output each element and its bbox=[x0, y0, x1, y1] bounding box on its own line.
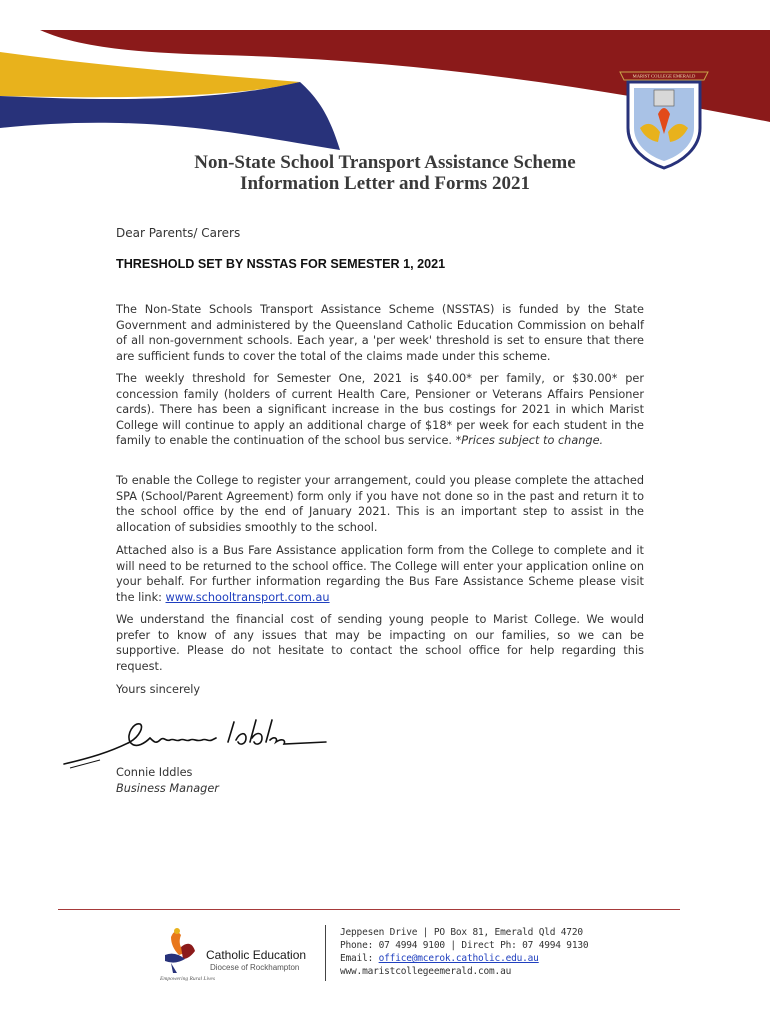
salutation: Dear Parents/ Carers bbox=[116, 226, 241, 240]
footer-email-link[interactable]: office@mcerok.catholic.edu.au bbox=[378, 953, 539, 964]
footer-email-label: Email: bbox=[340, 953, 379, 964]
paragraph-registration: To enable the College to register your arrangement, could you please complete the attached SPA (School/Parent Agreement) form only if you have not done so in the past and return it to the school office by the end of January 2021. This is an important step to assist in the allocation of subsidies smoothly to the school. bbox=[116, 474, 644, 534]
closing: Yours sincerely bbox=[116, 683, 201, 696]
document-title: Non-State School Transport Assistance Scheme bbox=[194, 152, 576, 173]
paragraph-threshold-text: The weekly threshold for Semester One, 2021 is $40.00* per family, or $30.00* per concession family (holders of current Health Care, Pensioner or Veterans Affairs Pensioner cards). There has been a significant increase in the bus costings for 2021 in which Marist College will continue to apply an additional charge of $18* per week for each student in the family to enable the continuation of the school bus service. bbox=[116, 372, 644, 447]
footer-website[interactable]: www.maristcollegeemerald.com.au bbox=[340, 966, 512, 977]
footer-divider bbox=[325, 925, 326, 981]
catholic-education-diocese: Diocese of Rockhampton bbox=[210, 963, 300, 972]
footer-phone: Phone: 07 4994 9100 | Direct Ph: 07 4994 9130 bbox=[340, 940, 589, 951]
catholic-education-tagline: Empowering Rural Lives bbox=[160, 976, 215, 982]
signature bbox=[60, 712, 350, 772]
schooltransport-link[interactable]: www.schooltransport.com.au bbox=[165, 590, 330, 604]
catholic-education-name: Catholic Education bbox=[206, 948, 307, 962]
signer-name: Connie Iddles bbox=[116, 766, 193, 779]
prices-note: *Prices subject to change. bbox=[455, 434, 604, 447]
document-subtitle: Information Letter and Forms 2021 bbox=[240, 173, 530, 194]
threshold-heading: THRESHOLD SET BY NSSTAS FOR SEMESTER 1, 2021 bbox=[116, 257, 446, 271]
paragraph-support: We understand the financial cost of sending young people to Marist College. We would prefer to know of any issues that may be impacting on our families, so we can be supportive. Please do not hesitate to contact the school office for help regarding this request. bbox=[116, 613, 644, 673]
footer-rule bbox=[58, 909, 680, 910]
signer-title: Business Manager bbox=[116, 782, 219, 795]
paragraph-threshold bbox=[116, 371, 644, 449]
svg-text:MARIST COLLEGE EMERALD: MARIST COLLEGE EMERALD bbox=[632, 73, 696, 79]
footer-address: Jeppesen Drive | PO Box 81, Emerald Qld 4720 bbox=[340, 927, 583, 938]
paragraph-bus-fare-text: Attached also is a Bus Fare Assistance application form from the College to complete and it will need to be returned to the school office. The College will enter your application online on your behalf. For further information regarding the Bus Fare Assistance Scheme please visit the link: bbox=[116, 544, 644, 604]
footer-email-line bbox=[340, 953, 539, 964]
paragraph-funding: The Non-State Schools Transport Assistance Scheme (NSSTAS) is funded by the State Government and administered by the Queensland Catholic Education Commission on behalf of all non-government schools. Each year, a 'per week' threshold is set to ensure that there are sufficient funds to cover the total of the claims made under this scheme. bbox=[116, 303, 644, 363]
paragraph-bus-fare bbox=[116, 543, 644, 605]
